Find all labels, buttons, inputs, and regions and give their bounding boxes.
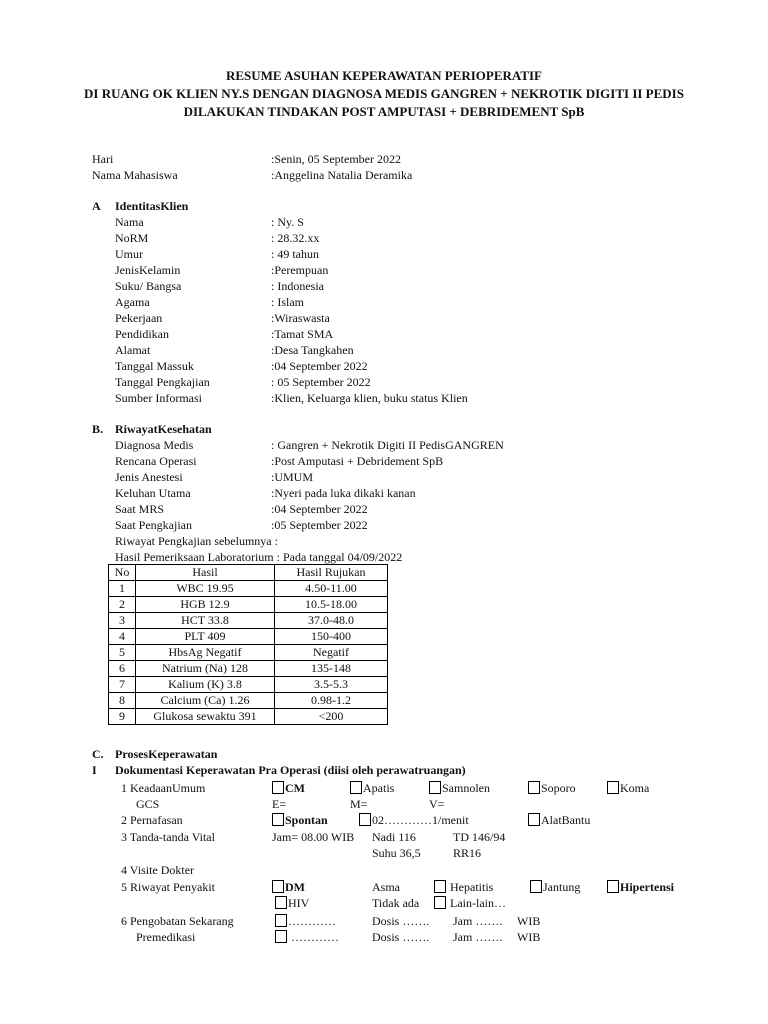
field-label: Agama [115, 295, 150, 309]
cell-rujukan: Negatif [275, 645, 388, 661]
column-header-hasil: Hasil [136, 565, 275, 581]
field-value: : Gangren + Nekrotik Digiti II PedisGANGREN [271, 438, 504, 452]
cell-hasil: Glukosa sewaktu 391 [136, 709, 275, 725]
cell-hasil: WBC 19.95 [136, 581, 275, 597]
field-label: Pekerjaan [115, 311, 163, 325]
option-alat-bantu[interactable]: AlatBantu [528, 812, 590, 828]
field-label: Suku/ Bangsa [115, 279, 182, 293]
field-label: NoRM [115, 231, 149, 245]
gcs-m: M= [350, 797, 368, 811]
field-label: Rencana Operasi [115, 454, 197, 468]
option-pengobatan[interactable]: ………… [275, 913, 336, 929]
checkbox-koma[interactable] [607, 781, 619, 794]
riwayat-penyakit-label: 5 Riwayat Penyakit [121, 880, 215, 894]
ttv-nadi: Nadi 116 [372, 830, 416, 844]
field-value: : Indonesia [271, 279, 324, 293]
cell-no: 6 [109, 661, 136, 677]
field-value: : Ny. S [271, 215, 304, 229]
column-header-no: No [109, 565, 136, 581]
table-row [109, 709, 388, 725]
field-value: : Islam [271, 295, 304, 309]
checkbox-o2[interactable] [359, 813, 371, 826]
checkbox-lain-lain[interactable] [434, 896, 446, 909]
ttv-rr: RR16 [453, 846, 482, 860]
option-cm[interactable]: CM [272, 780, 305, 796]
hari-label: Hari [92, 152, 114, 166]
option-lain-lain[interactable]: Lain-lain… [434, 895, 506, 911]
cell-hasil: HbsAg Negatif [136, 645, 275, 661]
field-value: :Wiraswasta [271, 311, 330, 325]
field-label: Tanggal Massuk [115, 359, 194, 373]
field-value: :UMUM [271, 470, 314, 484]
cell-hasil: Kalium (K) 3.8 [136, 677, 275, 693]
field-value: :Post Amputasi + Debridement SpB [271, 454, 444, 468]
cell-no: 9 [109, 709, 136, 725]
gcs-e: E= [272, 797, 287, 811]
field-value: : 05 September 2022 [271, 375, 371, 389]
cell-hasil: HGB 12.9 [136, 597, 275, 613]
pengobatan-wib: WIB [517, 914, 541, 928]
field-label: Tanggal Pengkajian [115, 375, 210, 389]
lab-results-table [108, 564, 388, 725]
option-premedikasi[interactable]: ………… [275, 929, 339, 945]
table-row [109, 581, 388, 597]
cell-rujukan: 150-400 [275, 629, 388, 645]
cell-rujukan: 10.5-18.00 [275, 597, 388, 613]
pengobatan-jam: Jam ……. [453, 914, 503, 928]
table-row [109, 645, 388, 661]
table-header-row [109, 565, 388, 581]
riwayat-pengkajian-label: Riwayat Pengkajian sebelumnya : [115, 534, 278, 548]
visite-dokter-label: 4 Visite Dokter [121, 863, 195, 877]
mahasiswa-label: Nama Mahasiswa [92, 168, 178, 182]
table-row [109, 629, 388, 645]
table-row [109, 661, 388, 677]
option-soporo[interactable]: Soporo [528, 780, 576, 796]
checkbox-cm[interactable] [272, 781, 284, 794]
field-value: :Klien, Keluarga klien, buku status Klien [271, 391, 468, 405]
cell-no: 5 [109, 645, 136, 661]
cell-rujukan: 0.98-1.2 [275, 693, 388, 709]
section-a-letter: A [92, 199, 101, 213]
checkbox-hepatitis[interactable] [434, 880, 446, 893]
cell-rujukan: 4.50-11.00 [275, 581, 388, 597]
section-c-letter: C. [92, 747, 104, 761]
table-row [109, 693, 388, 709]
option-spontan[interactable]: Spontan [272, 812, 328, 828]
section-a-title: IdentitasKlien [115, 199, 189, 213]
cell-no: 2 [109, 597, 136, 613]
field-value: :Desa Tangkahen [271, 343, 354, 357]
checkbox-premedikasi[interactable] [275, 930, 287, 943]
subsection-numeral: I [92, 763, 97, 777]
option-koma[interactable]: Koma [607, 780, 649, 796]
gcs-v: V= [429, 797, 445, 811]
asma-text: Asma [372, 880, 400, 894]
table-row [109, 597, 388, 613]
checkbox-jantung[interactable] [530, 880, 542, 893]
field-label: Jenis Anestesi [115, 470, 183, 484]
cell-no: 3 [109, 613, 136, 629]
section-b-letter: B. [92, 422, 104, 436]
doc-title-line-3: DILAKUKAN TINDAKAN POST AMPUTASI + DEBRIDEMENT SpB [183, 104, 585, 119]
pengobatan-label: 6 Pengobatan Sekarang [121, 914, 234, 928]
option-jantung[interactable]: Jantung [530, 879, 580, 895]
field-label: Pendidikan [115, 327, 169, 341]
option-apatis[interactable]: Apatis [350, 780, 394, 796]
field-value: :05 September 2022 [271, 518, 368, 532]
ttv-label: 3 Tanda-tanda Vital [121, 830, 215, 844]
field-value: :Tamat SMA [271, 327, 334, 341]
cell-hasil: Calcium (Ca) 1.26 [136, 693, 275, 709]
field-value: :Nyeri pada luka dikaki kanan [271, 486, 416, 500]
cell-rujukan: 135-148 [275, 661, 388, 677]
cell-rujukan: 37.0-48.0 [275, 613, 388, 629]
field-label: Umur [115, 247, 143, 261]
section-b-title: RiwayatKesehatan [115, 422, 212, 436]
field-label: Nama [115, 215, 144, 229]
ttv-suhu: Suhu 36,5 [372, 846, 421, 860]
checkbox-pengobatan[interactable] [275, 914, 287, 927]
table-row [109, 677, 388, 693]
premedikasi-dosis: Dosis ……. [372, 930, 430, 944]
option-hipertensi[interactable]: Hipertensi [607, 879, 674, 895]
checkbox-samnolen[interactable] [429, 781, 441, 794]
option-hiv[interactable]: HIV [275, 895, 309, 911]
option-hepatitis[interactable]: Hepatitis [434, 879, 493, 895]
field-value: :04 September 2022 [271, 359, 368, 373]
field-label: Keluhan Utama [115, 486, 191, 500]
gcs-label: GCS [136, 797, 160, 811]
hari-value: :Senin, 05 September 2022 [271, 152, 401, 166]
lab-title: Hasil Pemeriksaan Laboratorium : Pada tanggal 04/09/2022 [115, 550, 403, 564]
option-samnolen[interactable]: Samnolen [429, 780, 490, 796]
field-label: Saat Pengkajian [115, 518, 192, 532]
cell-no: 1 [109, 581, 136, 597]
tidak-ada-text: Tidak ada [372, 896, 420, 910]
pengobatan-dosis: Dosis ……. [372, 914, 430, 928]
premedikasi-jam: Jam ……. [453, 930, 503, 944]
checkbox-spontan[interactable] [272, 813, 284, 826]
pernafasan-label: 2 Pernafasan [121, 813, 183, 827]
doc-title-line-1: RESUME ASUHAN KEPERAWATAN PERIOPERATIF [225, 68, 542, 83]
column-header-rujukan: Hasil Rujukan [275, 565, 388, 581]
field-value: :Perempuan [271, 263, 329, 277]
field-label: Sumber Informasi [115, 391, 202, 405]
field-label: Diagnosa Medis [115, 438, 194, 452]
cell-no: 4 [109, 629, 136, 645]
checkbox-soporo[interactable] [528, 781, 540, 794]
checkbox-alat-bantu[interactable] [528, 813, 540, 826]
premedikasi-wib: WIB [517, 930, 541, 944]
checkbox-hiv[interactable] [275, 896, 287, 909]
cell-no: 7 [109, 677, 136, 693]
table-row [109, 613, 388, 629]
field-value: : 49 tahun [271, 247, 319, 261]
cell-rujukan: <200 [275, 709, 388, 725]
doc-title-line-2: DI RUANG OK KLIEN NY.S DENGAN DIAGNOSA MEDIS GANGREN + NEKROTIK DIGITI II PEDIS [84, 86, 684, 101]
checkbox-dm[interactable] [272, 880, 284, 893]
field-label: Alamat [115, 343, 151, 357]
mahasiswa-value: :Anggelina Natalia Deramika [271, 168, 413, 182]
field-value: : 28.32.xx [271, 231, 320, 245]
section-c-title: ProsesKeperawatan [115, 747, 218, 761]
field-label: Saat MRS [115, 502, 165, 516]
cell-rujukan: 3.5-5.3 [275, 677, 388, 693]
premedikasi-label: Premedikasi [136, 930, 196, 944]
ttv-td: TD 146/94 [453, 830, 506, 844]
subsection-title: Dokumentasi Keperawatan Pra Operasi (diisi oleh perawatruangan) [115, 763, 466, 777]
checkbox-apatis[interactable] [350, 781, 362, 794]
field-value: :04 September 2022 [271, 502, 368, 516]
cell-hasil: HCT 33.8 [136, 613, 275, 629]
option-dm[interactable]: DM [272, 879, 305, 895]
ttv-jam: Jam= 08.00 WIB [272, 830, 355, 844]
option-o2[interactable]: 02…………1/menit [359, 812, 469, 828]
cell-hasil: Natrium (Na) 128 [136, 661, 275, 677]
cell-no: 8 [109, 693, 136, 709]
checkbox-hipertensi[interactable] [607, 880, 619, 893]
keadaan-umum-label: 1 KeadaanUmum [121, 781, 206, 795]
field-label: JenisKelamin [115, 263, 181, 277]
cell-hasil: PLT 409 [136, 629, 275, 645]
